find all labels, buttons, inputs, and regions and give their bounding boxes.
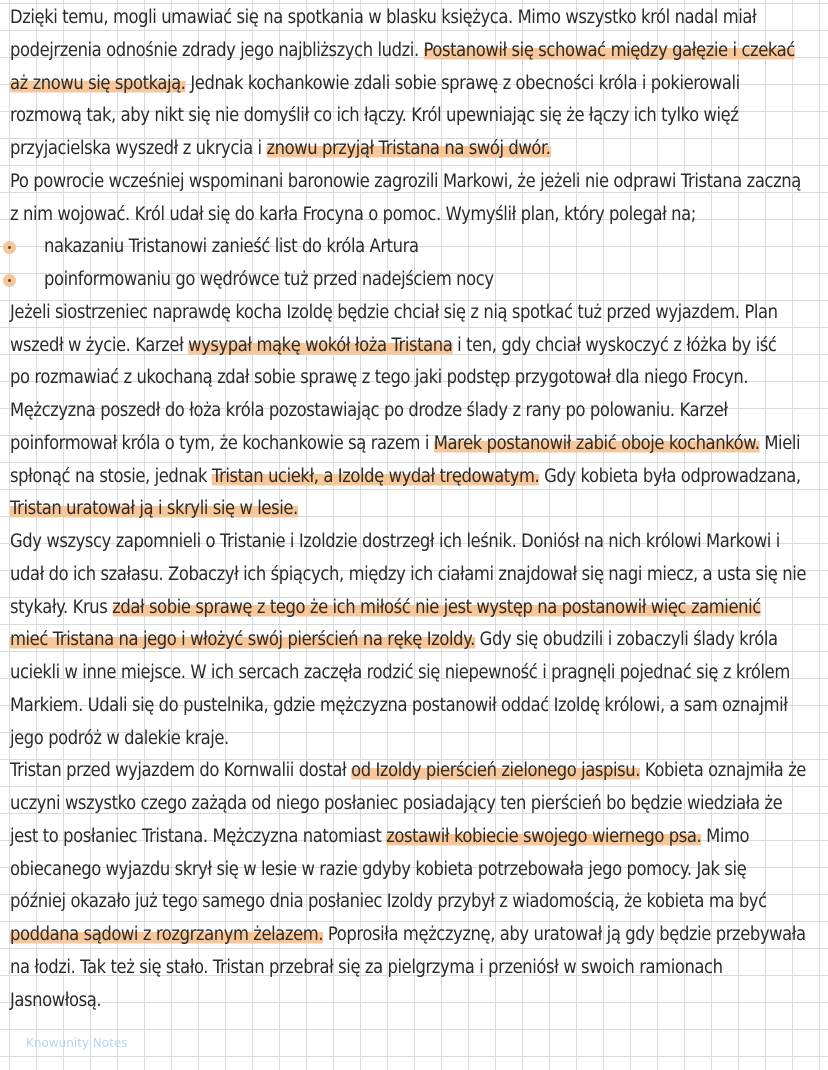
text-line <box>10 694 788 720</box>
text-line <box>10 956 743 982</box>
text-segment: i ten, gdy chciał wyskoczyć z łóżka by iść <box>452 334 777 356</box>
text-segment: przyjacielska wyszedł z ukrycia i <box>10 138 267 159</box>
text-segment: podejrzenia odnośnie zdrady jego najbliższych ludzi. <box>10 39 424 61</box>
text-segment: Mieli <box>759 432 801 454</box>
text-segment: Jednak kochankowie zdali sobie sprawę z obecności króla i pokierowali <box>185 72 740 94</box>
highlighted-text: zostawił kobiecie swojego wiernego psa. <box>386 825 702 847</box>
text-line <box>10 727 743 753</box>
text-segment: po rozmawiać z ukochaną zdał sobie sprawę z tego jaki podstęp przygotował dla niego Frocyn. <box>10 367 749 389</box>
text-segment: Mężczyzna poszedł do łoża króla pozostawiając po drodze ślady z rany po polowaniu. Karzeł <box>10 400 728 421</box>
text-line <box>10 432 801 458</box>
text-line <box>10 825 750 851</box>
watermark: Knowunity Notes <box>26 1036 128 1050</box>
text-segment: Gdy wszyscy zapomnieli o Tristanie i Izoldzie dostrzegł ich leśnik. Doniósł na nich królowi Markowi i <box>10 531 780 552</box>
highlighted-text: wysypał mąkę wokół łoża Tristana <box>188 334 453 356</box>
highlighted-text: mieć Tristana na jego i włożyć swój pierścień na rękę Izoldy. <box>10 629 475 651</box>
text-segment: Markiem. Udali się do pustelnika, gdzie mężczyzna postanowił oddać Izoldę królowi, a sam oznajmił <box>10 694 788 716</box>
text-line <box>10 759 806 785</box>
text-segment: Kobieta oznajmiła że <box>640 760 806 782</box>
text-segment: Jasnowłosą. <box>10 989 102 1011</box>
text-line <box>10 366 749 392</box>
highlighted-text: Marek postanowił zabić oboje kochanków. <box>433 432 760 454</box>
highlighted-text: poddana sądowi z rozgrzanym żelazem. <box>10 924 324 945</box>
text-segment: Gdy się obudzili i zobaczyli ślady króla <box>474 629 778 651</box>
text-line <box>10 563 807 589</box>
text-line <box>10 137 743 163</box>
text-segment: Tristan przed wyjazdem do Kornwalii dostał <box>10 760 352 782</box>
text-segment: Po powrocie wcześniej wspominani baronowie zagrozili Markowi, że jeżeli nie odprawi Tristana zaczną <box>10 170 801 192</box>
text-line <box>10 661 790 687</box>
text-line <box>10 6 757 32</box>
text-segment: spłonąć na stosie, jednak <box>10 465 212 487</box>
bullet-marker <box>3 241 16 254</box>
text-segment: nakazaniu Tristanowi zanieść list do króla Artura <box>44 236 419 258</box>
text-segment: uczyni wszystko czego zażąda od niego posłaniec posiadający ten pierścień bo będzie wiedziała że <box>10 793 783 814</box>
text-line <box>10 399 743 425</box>
text-segment: stykały. Krus <box>10 596 113 618</box>
text-line <box>10 104 743 130</box>
text-line <box>10 890 767 916</box>
text-segment: poinformował króla o tym, że kochankowie są razem i <box>10 432 434 454</box>
text-line <box>10 923 806 949</box>
bullet-line <box>44 268 746 294</box>
text-line <box>10 72 743 98</box>
text-line <box>10 628 778 654</box>
text-segment: poinformowaniu go wędrówce tuż przed nadejściem nocy <box>44 269 494 290</box>
highlighted-text: Tristan uciekł, a Izoldę wydał trędowatym. <box>211 465 540 487</box>
text-segment: obiecanego wyjazdu skrył się w lesie w razie gdyby kobieta potrzebowała jego pomocy. Jak się <box>10 858 747 880</box>
text-line <box>10 858 747 884</box>
text-line <box>10 203 743 229</box>
highlighted-text: aż znowu się spotkają. <box>10 72 186 94</box>
text-segment: Gdy kobieta była odprowadzana, <box>539 465 801 487</box>
text-segment: wszedł w życie. Karzeł <box>10 334 189 356</box>
text-segment: Dzięki temu, mogli umawiać się na spotkania w blasku księżyca. Mimo wszystko król nadal miał <box>10 7 757 28</box>
text-segment: na łodzi. Tak też się stało. Tristan przebrał się za pielgrzyma i przeniósł w swoich ramionach <box>10 956 723 978</box>
text-line <box>10 39 795 65</box>
text-line <box>10 530 780 556</box>
text-line <box>10 301 778 327</box>
text-segment: udał do ich szałasu. Zobaczył ich śpiących, między ich ciałami znajdował się nagi miecz, a usta się nie <box>10 563 807 585</box>
text-segment: Jeżeli siostrzeniec naprawdę kocha Izoldę będzie chciał się z nią spotkać tuż przed wyjazdem. Plan <box>10 301 778 323</box>
text-line <box>10 989 743 1015</box>
text-segment: jego podróż w dalekie kraje. <box>10 727 229 749</box>
text-segment: z nim wojować. Król udał się do karła Frocyna o pomoc. Wymyślił plan, który polegał na; <box>10 203 696 225</box>
highlighted-text: zdał sobie sprawę z tego że ich miłość nie jest występ na postanowił więc zamienić <box>112 596 761 618</box>
highlighted-text: Tristan uratował ją i skryli się w lesie. <box>10 498 298 520</box>
text-line <box>10 170 801 196</box>
text-line <box>10 596 761 622</box>
bullet-line <box>44 235 746 261</box>
text-segment: uciekli w inne miejsce. W ich sercach zaczęła rodzić się niepewność i pragnęli pojednać się z królem <box>10 662 790 683</box>
highlighted-text: znowu przyjął Tristana na swój dwór. <box>266 138 551 159</box>
text-segment: rozmową tak, aby nikt się nie domyślił co ich łączy. Król upewniając się że łączy ich tylko więź <box>10 105 739 127</box>
highlighted-text: od Izoldy pierścień zielonego jaspisu. <box>351 760 641 782</box>
bullet-marker <box>3 274 16 287</box>
text-line <box>10 792 783 818</box>
text-segment: później okazało już tego samego dnia posłaniec Izoldy przybył z wiadomością, że kobieta ma być <box>10 891 767 913</box>
text-segment: Poprosiła mężczyznę, aby uratował ją gdy będzie przebywała <box>323 924 806 945</box>
text-line <box>10 334 777 360</box>
text-segment: jest to posłaniec Tristana. Mężczyzna natomiast <box>10 825 387 847</box>
text-segment: Mimo <box>701 825 750 847</box>
highlighted-text: Postanowił się schować między gałęzie i czekać <box>423 39 795 61</box>
text-line <box>10 497 743 523</box>
text-line <box>10 465 801 491</box>
